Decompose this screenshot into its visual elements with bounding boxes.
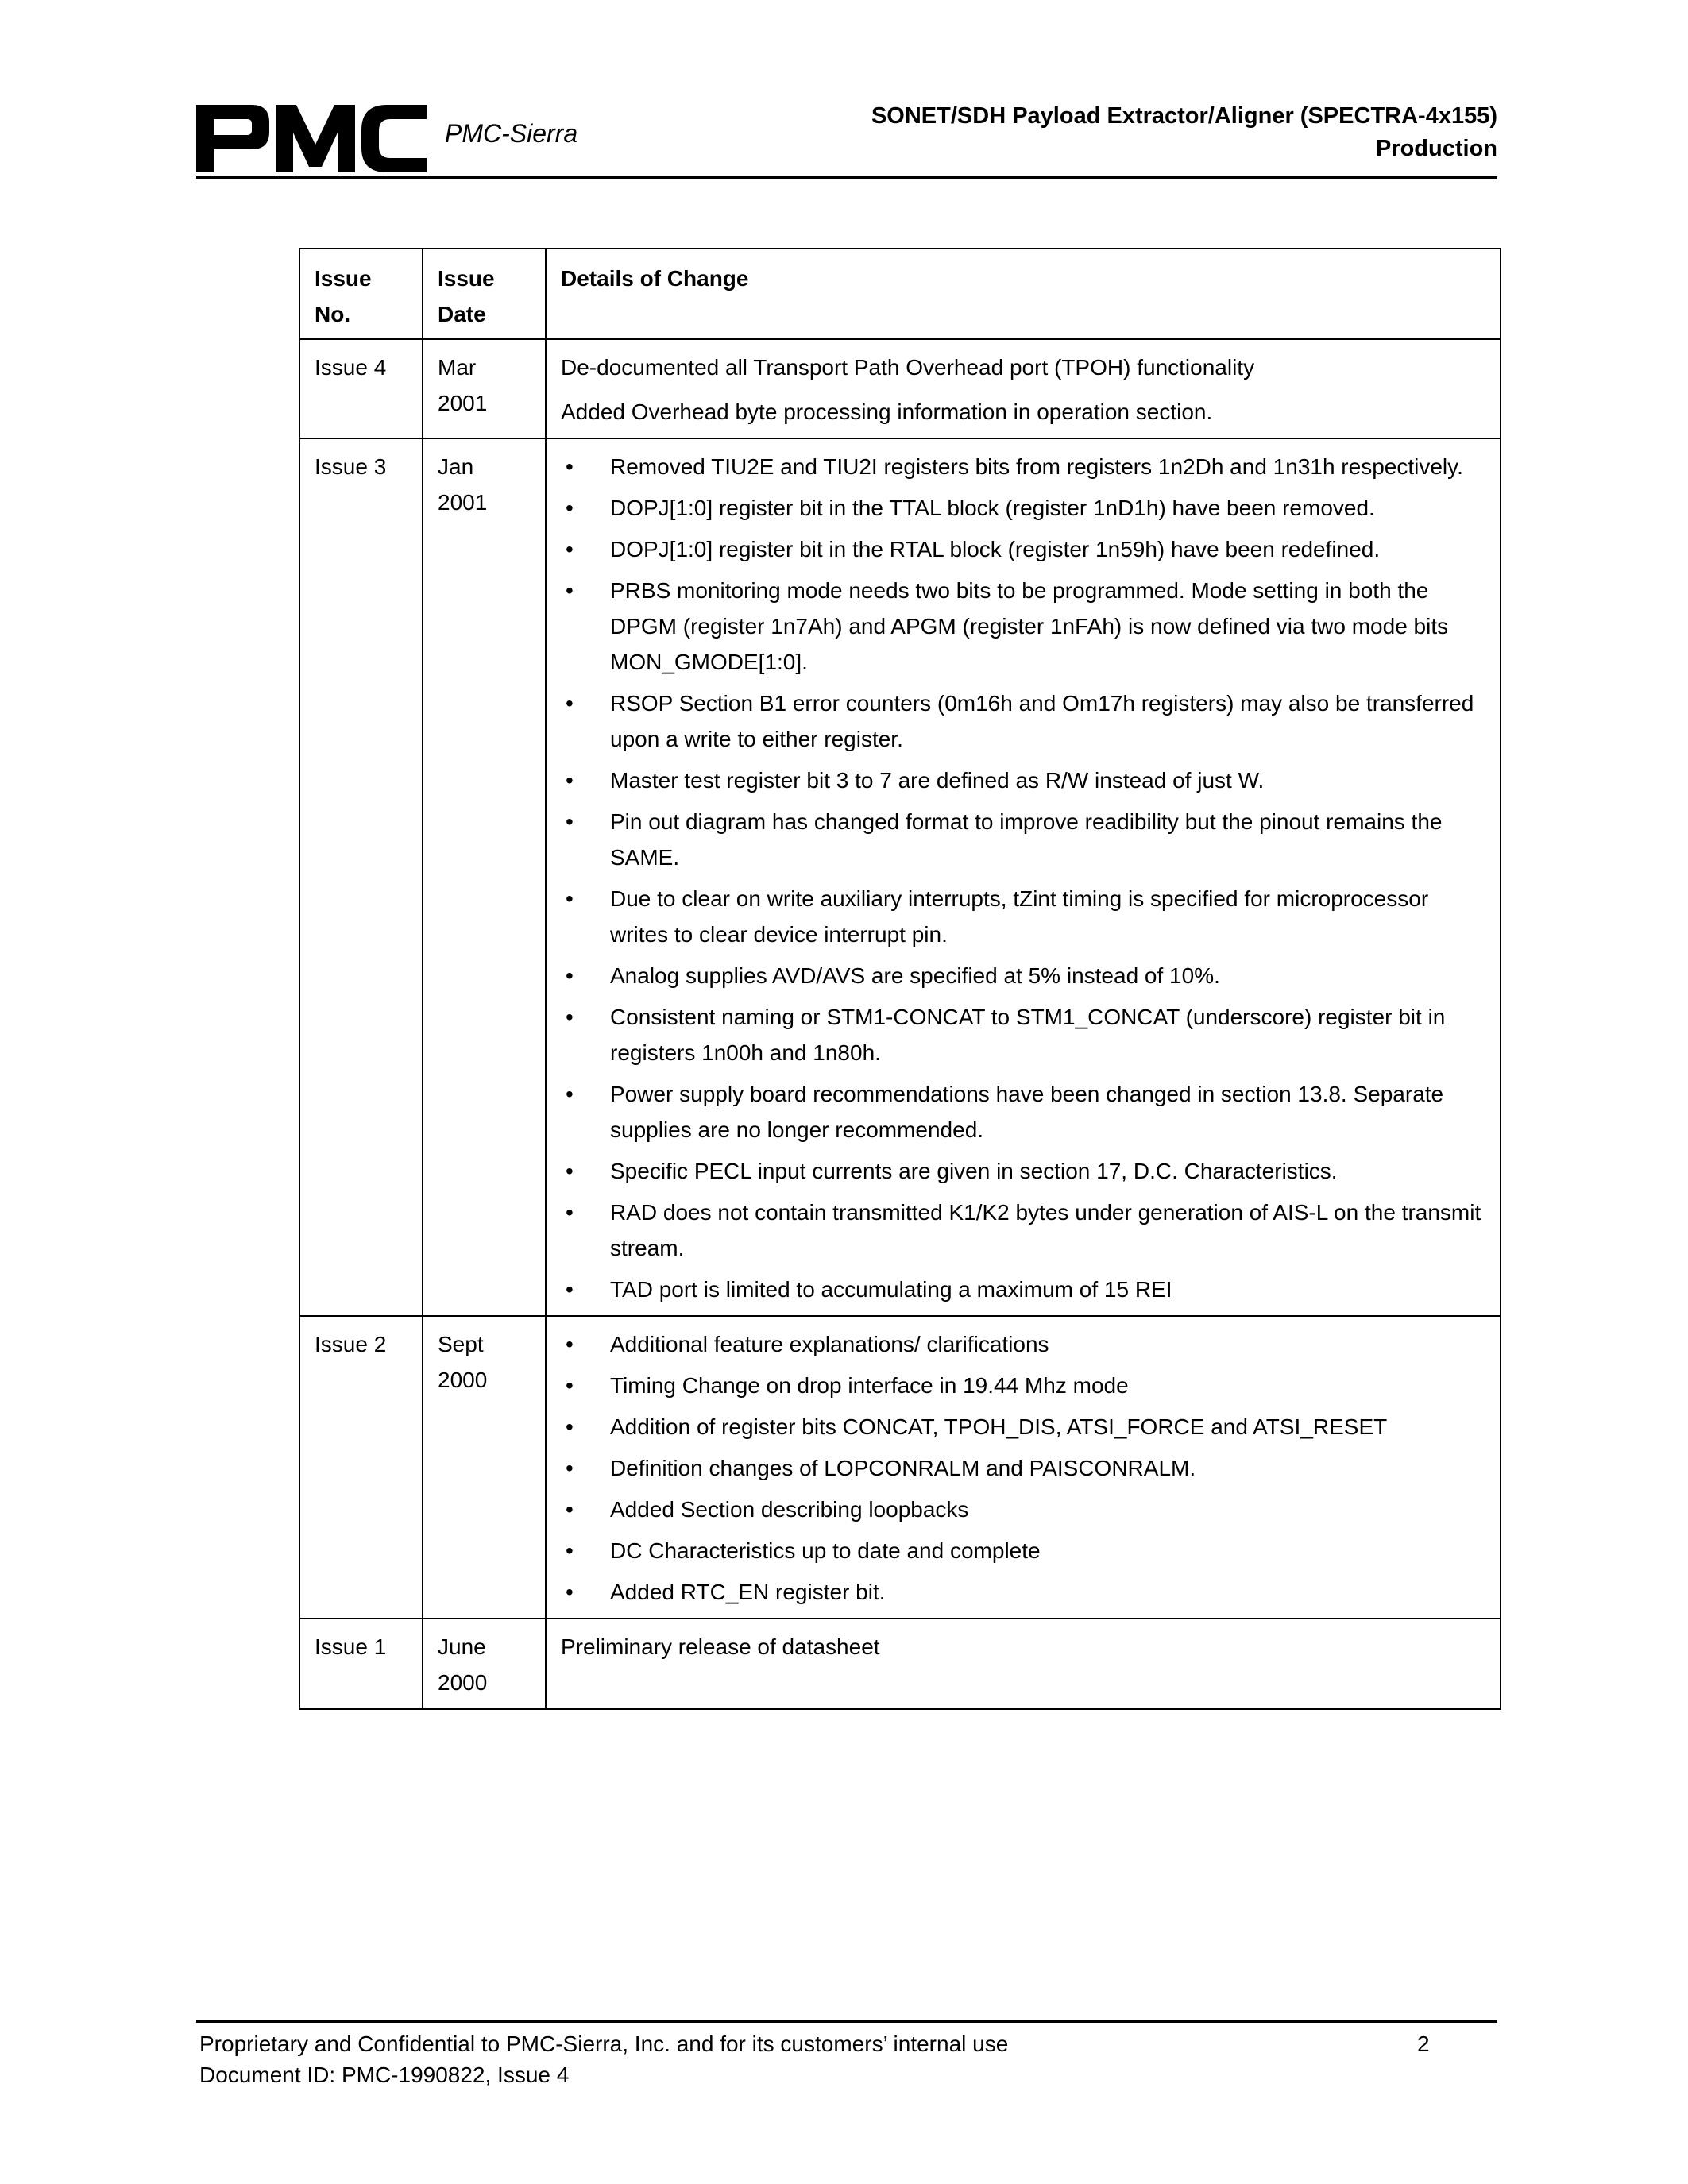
list-item: • Removed TIU2E and TIU2I registers bits from registers 1n2Dh and 1n31h respectively. [561,449,1485,484]
product-title: SONET/SDH Payload Extractor/Aligner (SPECTRA-4x155) [871,103,1497,129]
revision-history-table [299,248,1501,1710]
header-issue-date: Issue Date [423,249,546,339]
document-status: Production [1375,136,1497,161]
list-item: • DOPJ[1:0] register bit in the RTAL block (register 1n59h) have been redefined. [561,531,1485,567]
issue-number: Issue 1 [299,1619,423,1709]
change-list [561,449,1485,1307]
list-item: • TAD port is limited to accumulating a maximum of 15 REI [561,1271,1485,1307]
table-row [299,1316,1501,1619]
change-paragraph: Preliminary release of datasheet [561,1634,880,1659]
change-paragraph: De-documented all Transport Path Overhead port (TPOH) functionality [561,355,1255,380]
list-item: • Pin out diagram has changed format to improve readibility but the pinout remains the SAME. [561,804,1485,875]
document-title [871,100,1497,165]
list-item: • RSOP Section B1 error counters (0m16h and Om17h registers) may also be transferred upon a write to either register. [561,685,1485,757]
issue-number: Issue 4 [299,339,423,438]
document-id: Document ID: PMC-1990822, Issue 4 [199,2062,570,2087]
list-item: • Specific PECL input currents are given in section 17, D.C. Characteristics. [561,1153,1485,1189]
header-details: Details of Change [546,249,1501,339]
change-paragraph: Added Overhead byte processing information in operation section. [561,399,1213,424]
confidentiality-notice: Proprietary and Confidential to PMC-Sierra, Inc. and for its customers’ internal use [199,2032,1009,2056]
list-item: • Definition changes of LOPCONRALM and PAISCONRALM. [561,1450,1485,1486]
table-row [299,438,1501,1316]
footer-text [199,2028,1008,2090]
list-item: • Timing Change on drop interface in 19.44 Mhz mode [561,1368,1485,1403]
change-details [546,1619,1501,1709]
header-rule [196,176,1497,179]
page-number: 2 [1417,2032,1430,2056]
footer-rule [196,2020,1497,2023]
company-name: PMC-Sierra [445,119,578,148]
list-item: • Due to clear on write auxiliary interrupts, tZint timing is specified for microprocessor writes to clear device interrupt pin. [561,881,1485,952]
issue-date: June 2000 [423,1619,546,1709]
list-item: • PRBS monitoring mode needs two bits to be programmed. Mode setting in both the DPGM (register 1n7Ah) and APGM (register 1nFAh) is now defined via two mode bits MON_GMODE[1:0]. [561,573,1485,680]
list-item: • Added RTC_EN register bit. [561,1574,1485,1610]
list-item: • DC Characteristics up to date and complete [561,1533,1485,1569]
issue-date: Sept 2000 [423,1316,546,1619]
list-item: • RAD does not contain transmitted K1/K2 bytes under generation of AIS-L on the transmit stream. [561,1194,1485,1266]
list-item: • Addition of register bits CONCAT, TPOH_DIS, ATSI_FORCE and ATSI_RESET [561,1409,1485,1445]
table-row [299,1619,1501,1709]
header-issue-no: Issue No. [299,249,423,339]
list-item: • Power supply board recommendations have been changed in section 13.8. Separate supplies are no longer recommended. [561,1076,1485,1148]
list-item: • Added Section describing loopbacks [561,1491,1485,1527]
issue-date: Mar 2001 [423,339,546,438]
issue-number: Issue 3 [299,438,423,1316]
table-header-row [299,249,1501,339]
issue-date: Jan 2001 [423,438,546,1316]
list-item: • Additional feature explanations/ clarifications [561,1326,1485,1362]
change-list [561,1326,1485,1610]
pmc-logo [196,97,427,176]
issue-number: Issue 2 [299,1316,423,1619]
change-details [546,438,1501,1316]
list-item: • Consistent naming or STM1-CONCAT to STM1_CONCAT (underscore) register bit in registers 1n00h and 1n80h. [561,999,1485,1071]
list-item: • Master test register bit 3 to 7 are defined as R/W instead of just W. [561,762,1485,798]
change-details [546,339,1501,438]
list-item: • DOPJ[1:0] register bit in the TTAL block (register 1nD1h) have been removed. [561,490,1485,526]
table-row [299,339,1501,438]
change-details [546,1316,1501,1619]
list-item: • Analog supplies AVD/AVS are specified at 5% instead of 10%. [561,958,1485,994]
